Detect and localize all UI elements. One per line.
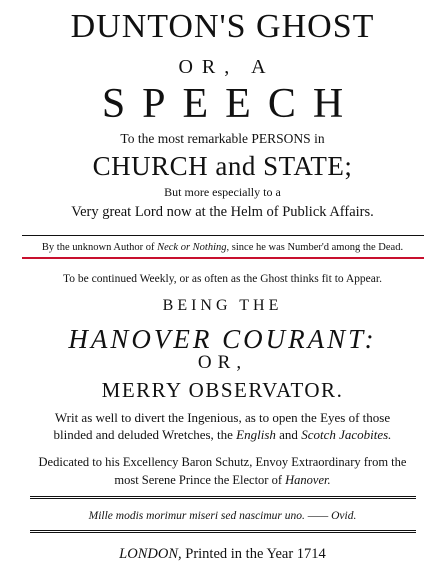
purpose-line-2-english: English	[236, 427, 276, 442]
address-line-1: To the most remarkable PERSONS in	[120, 131, 325, 146]
dedication-line-1: Dedicated to his Excellency Baron Schutz, Envoy Extraordinary from the	[38, 455, 407, 469]
purpose-line-2-scotch: Scotch Jacobites.	[301, 427, 392, 442]
purpose-line-2-prefix: blinded and deluded Wretches, the	[53, 427, 233, 442]
motto	[0, 511, 445, 523]
author-line-work: Neck or Nothing	[157, 242, 227, 253]
top-rule	[22, 235, 424, 236]
courant-title: HANOVER COURANT:	[68, 324, 377, 354]
address-line-4: Very great Lord now at the Helm of Publick Affairs.	[71, 204, 374, 220]
author-line	[0, 243, 445, 254]
imprint-rest: Printed in the Year 1714	[185, 546, 326, 562]
or-line: OR,	[197, 352, 248, 373]
address-line-3: But more especially to a	[164, 185, 281, 199]
imprint-place: LONDON,	[119, 546, 182, 562]
imprint	[0, 547, 445, 562]
title-dunton: DUNTON'S GHOST	[70, 8, 375, 45]
author-line-prefix: By the unknown Author of	[41, 242, 155, 253]
continuation-line: To be continued Weekly, or as often as the Ghost thinks fit to Appear.	[63, 273, 382, 285]
purpose-line-2	[0, 428, 445, 441]
dedication-line-2-place: Hanover.	[285, 473, 331, 487]
dedication-line-2-prefix: most Serene Prince the Elector of	[114, 473, 283, 487]
address-church-and-state: CHURCH and STATE;	[92, 151, 353, 181]
motto-rule-bottom	[30, 530, 416, 533]
subtitle-merry-observator: MERRY OBSERVATOR.	[101, 378, 344, 402]
purpose-line-1: Writ as well to divert the Ingenious, as to open the Eyes of those	[54, 410, 391, 425]
highlight-underline	[22, 257, 424, 259]
motto-author: Ovid.	[331, 510, 357, 522]
title-or-a: OR, A	[178, 56, 275, 78]
motto-dash: ——	[307, 510, 329, 522]
motto-text: Mille modis morimur miseri sed nascimur uno.	[88, 510, 305, 522]
purpose-line-2-and: and	[279, 427, 298, 442]
motto-rule-top	[30, 496, 416, 499]
author-line-suffix: , since he was Number'd among the Dead.	[226, 242, 404, 253]
being-the: BEING THE	[162, 297, 283, 314]
title-speech: SPEECH	[101, 81, 361, 127]
dedication-line-2	[0, 474, 445, 487]
